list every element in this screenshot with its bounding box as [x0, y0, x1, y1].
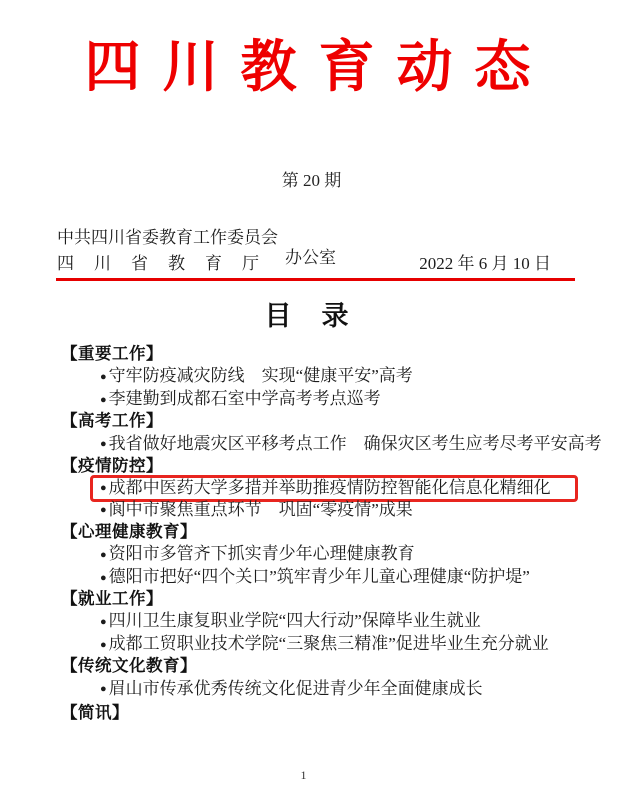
- bullet-icon: ●: [100, 438, 107, 451]
- org-department-line: 四川省教育厅: [57, 254, 279, 273]
- toc-section-header: 【简讯】: [61, 703, 129, 722]
- bullet-icon: ●: [100, 615, 107, 628]
- toc-section-important-work: [61, 344, 593, 411]
- toc-item-text: 德阳市把好“四个关口”筑牢青少年儿童心理健康“防护堤”: [108, 567, 530, 587]
- toc-section-employment: [61, 589, 593, 656]
- publication-title: 四川教育动态: [84, 37, 553, 99]
- toc-section-gaokao-work: [61, 411, 602, 455]
- toc-item[interactable]: [61, 678, 593, 701]
- office-label: 办公室: [285, 247, 336, 267]
- toc-item[interactable]: [61, 365, 593, 388]
- highlight-annotation-box[interactable]: [90, 475, 578, 502]
- toc-section-header: 【心理健康教育】: [61, 522, 197, 541]
- toc-item[interactable]: [61, 388, 593, 411]
- toc-section-header: 【疫情防控】: [61, 456, 163, 475]
- toc-section-header: 【传统文化教育】: [61, 657, 197, 676]
- toc-item[interactable]: [61, 499, 593, 522]
- issue-number: 第 20 期: [281, 171, 342, 190]
- toc-title: 目录: [264, 301, 379, 331]
- red-divider-line: [56, 278, 575, 281]
- bullet-icon: ●: [100, 393, 107, 406]
- toc-section-header: 【就业工作】: [61, 590, 163, 609]
- toc-section-epidemic-control: [61, 456, 593, 522]
- bullet-icon: ●: [100, 638, 107, 651]
- toc-section-header: 【重要工作】: [61, 345, 163, 363]
- toc-item-text: 成都工贸职业技术学院“三聚焦三精准”促进毕业生充分就业: [108, 634, 549, 654]
- toc-item[interactable]: [61, 433, 602, 456]
- issue-date: 2022 年 6 月 10 日: [419, 254, 551, 273]
- bullet-icon: ●: [100, 683, 107, 696]
- toc-item-text: 李建勤到成都石室中学高考考点巡考: [108, 389, 381, 409]
- toc-section-traditional-culture: [61, 656, 593, 700]
- toc-item[interactable]: [61, 543, 593, 566]
- toc-item-text: 眉山市传承优秀传统文化促进青少年全面健康成长: [108, 678, 483, 698]
- table-of-contents: [61, 344, 602, 724]
- toc-item-text: 阆中市聚焦重点环节 巩固“零疫情”成果: [108, 499, 413, 519]
- bullet-icon: ●: [100, 370, 107, 383]
- toc-item-text: 四川卫生康复职业学院“四大行动”保障毕业生就业: [108, 611, 481, 631]
- masthead-issuer-row: [57, 228, 575, 274]
- toc-section-header: 【高考工作】: [61, 412, 163, 431]
- issuing-org-block: [57, 228, 279, 274]
- bullet-icon: ●: [100, 504, 107, 517]
- toc-section-briefs: [61, 703, 593, 724]
- bullet-icon: ●: [100, 548, 107, 561]
- toc-item-text: 成都中医药大学多措并举助推疫情防控智能化信息化精细化: [108, 477, 551, 497]
- toc-item-text: 我省做好地震灾区平移考点工作 确保灾区考生应考尽考平安高考: [108, 433, 602, 453]
- toc-item-text: 守牢防疫减灾防线 实现“健康平安”高考: [108, 366, 413, 386]
- toc-item-text: 资阳市多管齐下抓实青少年心理健康教育: [108, 544, 415, 564]
- document-page: [0, 33, 623, 809]
- org-committee-line: 中共四川省委教育工作委员会: [57, 228, 278, 247]
- page-number: 1: [300, 768, 307, 782]
- bullet-icon: ●: [100, 482, 107, 495]
- bullet-icon: ●: [100, 571, 107, 584]
- toc-item[interactable]: [61, 633, 593, 656]
- toc-section-mental-health: [61, 522, 593, 589]
- toc-item-highlighted[interactable]: [61, 477, 593, 499]
- toc-item[interactable]: [61, 610, 593, 633]
- toc-item[interactable]: [61, 566, 593, 589]
